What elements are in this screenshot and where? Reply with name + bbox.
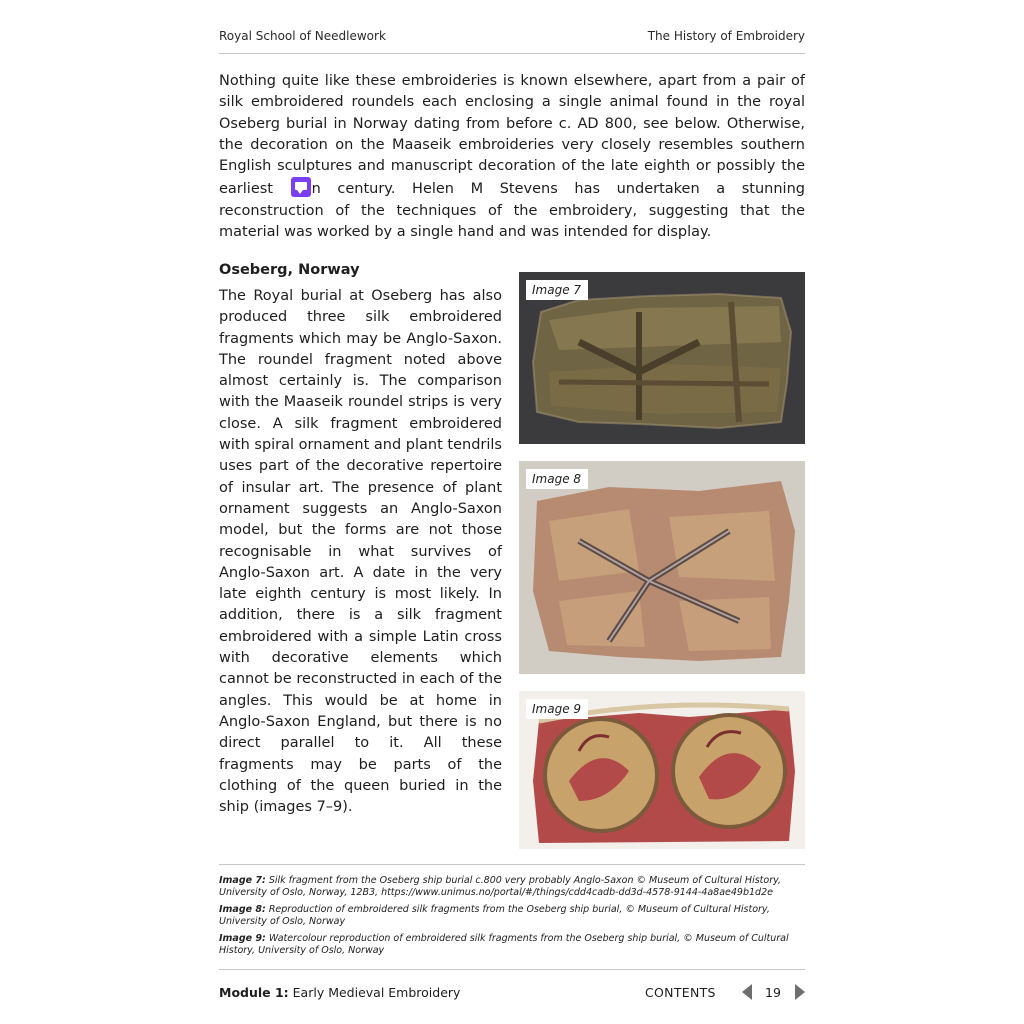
image-7-label: Image 7 bbox=[526, 280, 588, 300]
section-body: The Royal burial at Oseberg has also produced three silk embroidered fragments which may be Anglo-Saxon. The roundel fragment noted above almost certainly is. The comparison with the Maaseik roundel strips is very close. A silk fragment embroidered with spiral ornament and plant tendrils uses part of the decorative repertoire of insular art. The presence of plant ornament suggests an Anglo-Saxon model, but the forms are not those recognisable in what survives of Anglo-Saxon art. A date in the very late eighth century is most likely. In addition, there is a silk fragment embroidered with a simple Latin cross with decorative elements which cannot be reconstructed in each of the angles. This would be at home in Anglo-Saxon England, but there is no direct parallel to it. All these fragments may be parts of the clothing of the queen buried in the ship (images 7–9). bbox=[219, 288, 502, 816]
image-8-label: Image 8 bbox=[526, 469, 588, 489]
page-header bbox=[219, 27, 805, 54]
triangle-left-icon[interactable] bbox=[742, 984, 752, 1000]
caption-image-9 bbox=[219, 933, 805, 957]
intro-text-end: n century. Helen M Stevens has undertaken a stunning reconstruction of the techniques of the embroidery, suggesting that the material was worked by a single hand and was intended for display. bbox=[219, 181, 805, 241]
caption-tag: Image 7: bbox=[219, 875, 266, 886]
caption-image-7 bbox=[219, 875, 805, 899]
caption-tag: Image 8: bbox=[219, 904, 266, 915]
contents-link[interactable]: CONTENTS bbox=[645, 985, 716, 1000]
page-number: 19 bbox=[765, 985, 781, 1000]
image-7-figure bbox=[519, 272, 805, 444]
page-footer bbox=[219, 984, 805, 1004]
footer-module-number: Module 1: bbox=[219, 985, 289, 1000]
footer-divider bbox=[219, 969, 805, 970]
footer-module bbox=[219, 985, 460, 1000]
intro-paragraph bbox=[219, 71, 805, 243]
caption-tag: Image 9: bbox=[219, 933, 266, 944]
image-8-figure bbox=[519, 461, 805, 674]
image-captions bbox=[219, 864, 805, 962]
note-icon[interactable] bbox=[291, 177, 311, 197]
caption-text: Watercolour reproduction of embroidered silk fragments from the Oseberg ship burial, © Museum of Cultural History, University of Oslo, Norway bbox=[219, 933, 789, 956]
header-publisher: Royal School of Needlework bbox=[219, 29, 386, 43]
footer-module-title: Early Medieval Embroidery bbox=[288, 985, 461, 1000]
intro-text-start: Nothing quite like these embroideries is known elsewhere, apart from a pair of silk embroidered roundels each enclosing a single animal found in the royal Oseberg burial in Norway dating from before c. AD 800, see below. Otherwise, the decoration on the Maaseik embroideries very closely resembles southern English sculptures and manuscript decoration of the late eighth or possibly the earliest bbox=[219, 73, 805, 198]
triangle-right-icon[interactable] bbox=[795, 984, 805, 1000]
image-9-label: Image 9 bbox=[526, 699, 588, 719]
caption-text: Silk fragment from the Oseberg ship burial c.800 very probably Anglo-Saxon © Museum of Cultural History, University of Oslo, Norway, 12B3, https://www.unimus.no/portal/#/things/cdd4cadb-dd3d-4578-9144-4a8ae49b1d2e bbox=[219, 875, 782, 898]
caption-image-8 bbox=[219, 904, 805, 928]
section-heading: Oseberg, Norway bbox=[219, 262, 360, 278]
image-8-photo bbox=[519, 461, 805, 674]
header-title: The History of Embroidery bbox=[647, 29, 805, 43]
image-9-figure bbox=[519, 691, 805, 849]
caption-text: Reproduction of embroidered silk fragments from the Oseberg ship burial, © Museum of Cultural History, University of Oslo, Norway bbox=[219, 904, 770, 927]
